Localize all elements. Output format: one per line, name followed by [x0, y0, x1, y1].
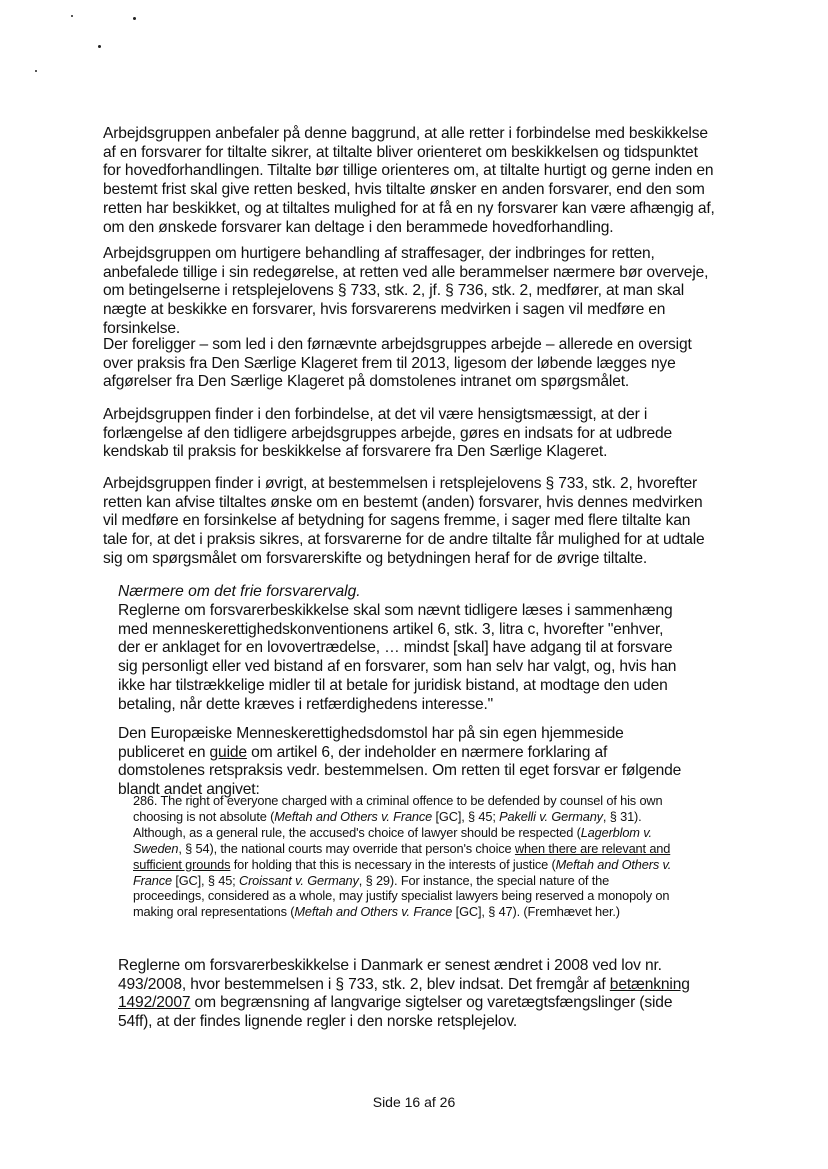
echr-quote	[133, 793, 678, 920]
paragraph-faster-processing: Arbejdsgruppen om hurtigere behandling af straffesager, der indbringes for retten, anbefalede tillige i sin redegørelse, at retten ved alle berammelser nærmere bør overveje, om betingelserne i retsplejelovens § 733, stk. 2, jf. § 736, stk. 2, medfører, at man skal nægte at beskikke en forsvarer, hvis forsvarerens medvirken i sagen vil medføre en forsinkelse.	[103, 245, 709, 337]
paragraph-knowledge: Arbejdsgruppen finder i den forbindelse, at det vil være hensigtsmæssigt, at der i forlængelse af den tidligere arbejdsgruppes arbejde, gøres en indsats for at udbrede kendskab til praksis for beskikkelse af forsvarere fra Den Særlige Klageret.	[103, 406, 673, 461]
case-name: Pakelli v. Germany	[499, 808, 603, 824]
quote-text: , § 29). For instance, the special nature of the proceedings, considered as a whole, may justify specialist lawyers being reserved a monopoly on making oral representations (	[133, 872, 670, 920]
case-name: Meftah and Others v. France	[133, 856, 672, 888]
paragraph-danish-rules	[118, 957, 693, 1032]
quote-text: , § 31). Although, as a general rule, the accused's choice of lawyer should be respected (	[133, 808, 642, 840]
scan-speck	[98, 45, 101, 48]
last-text-before: Reglerne om forsvarerbeskikkelse i Danmark er senest ændret i 2008 ved lov nr. 493/2008, hvor bestemmelsen i § 733, stk. 2, blev indsat. Det fremgår af	[118, 957, 662, 993]
case-name: Meftah and Others v. France	[294, 904, 453, 920]
quote-text: 286. The right of everyone charged with a criminal offence to be defended by counsel of his own choosing is not absolute (	[133, 793, 663, 824]
paragraph-echr-article: Reglerne om forsvarerbeskikkelse skal som nævnt tidligere læses i sammenhæng med menneskerettighedskonventionens artikel 6, stk. 3, litra c, hvorefter "enhver, der er anklaget for en lovovertrædelse, … mindst [skal] have adgang til at forsvare sig personligt eller ved bistand af en forsvarer, som han selv har valgt, og, hvis han ikke har tilstrækkelige midler til at betale for juridisk bistand, at modtage den uden betaling, når dette kræves i retfærdighedens interesse."	[118, 602, 677, 713]
paragraph-practice-overview: Der foreligger – som led i den førnævnte arbejdsgruppes arbejde – allerede en oversigt over praksis fra Den Særlige Klageret frem til 2013, ligesom der løbende lægges nye afgørelser fra Den Særlige Klageret på domstolenes intranet om spørgsmålet.	[103, 336, 692, 391]
last-text-after: om begrænsning af langvarige sigtelser og varetægtsfængslinger (side 54ff), at der findes lignende regler i den norske retsplejelov.	[118, 994, 673, 1031]
guide-link[interactable]: guide	[209, 743, 247, 761]
case-name: Meftah and Others v. France	[274, 808, 433, 824]
section-heading: Nærmere om det frie forsvarervalg.	[118, 583, 361, 600]
scan-speck	[71, 15, 73, 17]
report-link[interactable]: betænkning 1492/2007	[118, 975, 690, 1012]
paragraph-echr-guide	[118, 725, 693, 800]
scan-speck	[133, 17, 136, 20]
quote-text: [GC], § 45;	[432, 808, 500, 824]
quote-text: [GC], § 45;	[171, 872, 239, 888]
paragraph-recommendation: Arbejdsgruppen anbefaler på denne baggrund, at alle retter i forbindelse med beskikkelse af en forsvarer for tiltalte sikrer, at tiltalte bliver orienteret om beskikkelsen og tidspunktet for hovedforhandlingen. Tiltalte bør tillige orienteres om, at tiltalte hurtigt og gerne inden en bestemt frist skal give retten besked, hvis tiltalte ønsker en anden forsvarer, end den som retten har beskikket, og at tiltaltes mulighed for at få en ny forsvarer kan være afhængig af, om den ønskede forsvarer kan deltage i den berammede hovedforhandling.	[103, 125, 715, 236]
paragraph-multiple-defendants: Arbejdsgruppen finder i øvrigt, at bestemmelsen i retsplejelovens § 733, stk. 2, hvorefter retten kan afvise tiltaltes ønske om en bestemt (anden) forsvarer, hvis dennes medvirken vil medføre en forsinkelse af betydning for sagens fremme, i sager med flere tiltalte kan tale for, at det i praksis sikres, at forsvarerne for de andre tiltalte får mulighed for at udtale sig om spørgsmålet om forsvarerskifte og betydningen heraf for de øvrige tiltalte.	[103, 475, 705, 567]
echr-text-after: om artikel 6, der indeholder en nærmere forklaring af domstolenes retspraksis vedr. bestemmelsen. Om retten til eget forsvar er følgende blandt andet angivet:	[118, 743, 682, 799]
quote-text: for holding that this is necessary in the interests of justice (	[230, 856, 556, 872]
echr-text-before: Den Europæiske Menneskerettighedsdomstol har på sin egen hjemmeside publiceret en	[118, 725, 624, 761]
quote-text: , § 54), the national courts may override that person's choice	[178, 840, 515, 856]
quote-text: [GC], § 47). (Fremhævet her.)	[452, 904, 620, 920]
emphasized-phrase: when there are relevant and sufficient grounds	[133, 840, 671, 872]
page-number: Side 16 af 26	[372, 1094, 456, 1110]
case-name: Croissant v. Germany	[238, 872, 359, 888]
scan-speck	[35, 70, 37, 72]
case-name: Lagerblom v. Sweden	[133, 824, 652, 856]
